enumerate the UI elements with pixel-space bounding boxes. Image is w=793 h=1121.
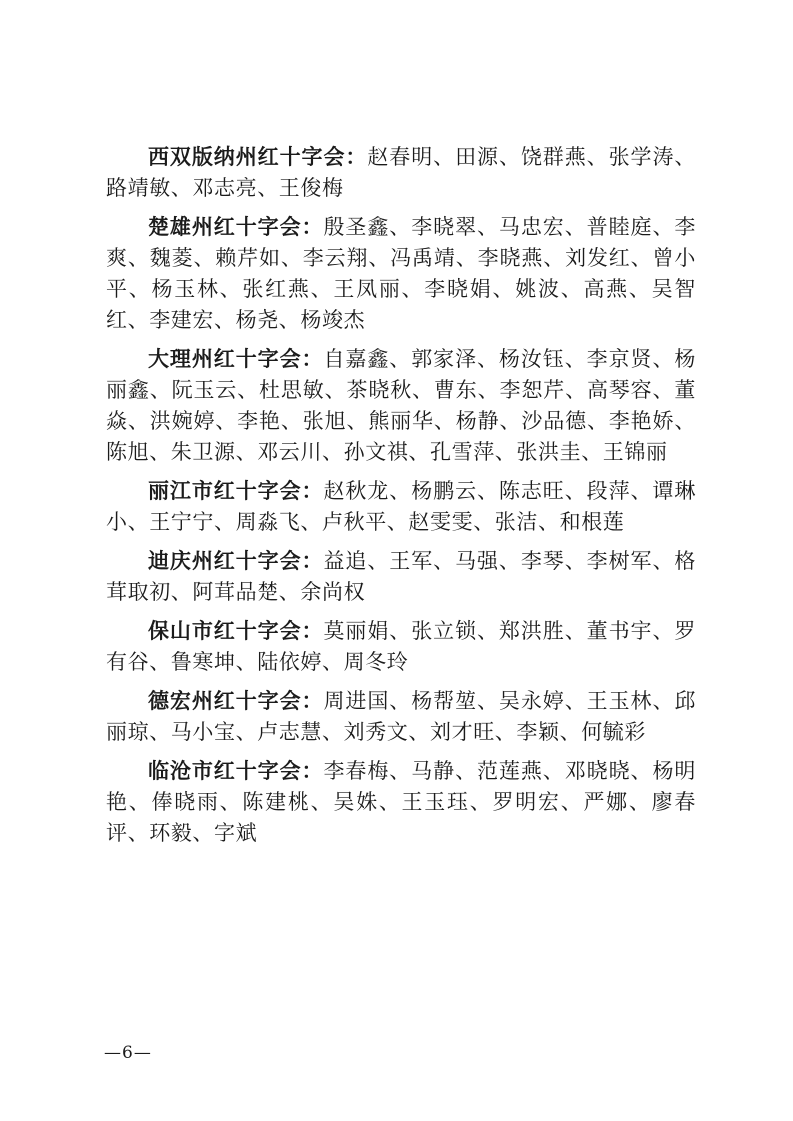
entry-baoshan xyxy=(106,616,696,678)
unit-label: 保山市红十字会： xyxy=(148,619,324,643)
entry-lijiang xyxy=(106,476,696,538)
unit-names: 殷圣鑫、李晓翠、马忠宏、普睦庭、李爽、魏菱、赖芹如、李云翔、冯禹靖、李晓燕、刘发红、曾小平、杨玉林、张红燕、王凤丽、李晓娟、姚波、高燕、吴智红、李建宏、杨尧、杨竣杰 xyxy=(106,215,696,332)
unit-label: 临沧市红十字会： xyxy=(148,759,324,783)
unit-names: 赵秋龙、杨鹏云、陈志旺、段萍、谭琳小、王宁宁、周淼飞、卢秋平、赵雯雯、张洁、和根莲 xyxy=(106,479,696,534)
unit-label: 迪庆州红十字会： xyxy=(148,549,324,573)
unit-names: 莫丽娟、张立锁、郑洪胜、董书宇、罗有谷、鲁寒坤、陆依婷、周冬玲 xyxy=(106,619,696,674)
unit-names: 周进国、杨帮堃、吴永婷、王玉林、邱丽琼、马小宝、卢志慧、刘秀文、刘才旺、李颖、何毓彩 xyxy=(106,689,696,744)
entry-lincang xyxy=(106,756,696,849)
entry-xishuangbanna xyxy=(106,142,696,204)
unit-names: 益追、王军、马强、李琴、李树军、格茸取初、阿茸品楚、余尚权 xyxy=(106,549,696,604)
entry-dali xyxy=(106,344,696,468)
unit-names: 赵春明、田源、饶群燕、张学涛、路靖敏、邓志亮、王俊梅 xyxy=(106,145,697,200)
name-list xyxy=(106,142,696,857)
unit-label: 楚雄州红十字会： xyxy=(148,215,324,239)
unit-label: 丽江市红十字会： xyxy=(148,479,324,503)
unit-names: 李春梅、马静、范莲燕、邓晓晓、杨明艳、俸晓雨、陈建桃、吴姝、王玉珏、罗明宏、严娜、廖春评、环毅、字斌 xyxy=(106,759,696,845)
entry-diqing xyxy=(106,546,696,608)
unit-names: 自嘉鑫、郭家泽、杨汝钰、李京贤、杨丽鑫、阮玉云、杜思敏、茶晓秋、曹东、李恕芹、高琴容、董焱、洪婉婷、李艳、张旭、熊丽华、杨静、沙品德、李艳娇、陈旭、朱卫源、邓云川、孙文祺、孔雪萍、张洪圭、王锦丽 xyxy=(106,347,696,464)
unit-label: 大理州红十字会： xyxy=(148,347,324,371)
entry-chuxiong xyxy=(106,212,696,336)
unit-label: 西双版纳州红十字会： xyxy=(148,145,368,169)
unit-label: 德宏州红十字会： xyxy=(148,689,324,713)
page-number: —6— xyxy=(104,1043,152,1063)
entry-dehong xyxy=(106,686,696,748)
